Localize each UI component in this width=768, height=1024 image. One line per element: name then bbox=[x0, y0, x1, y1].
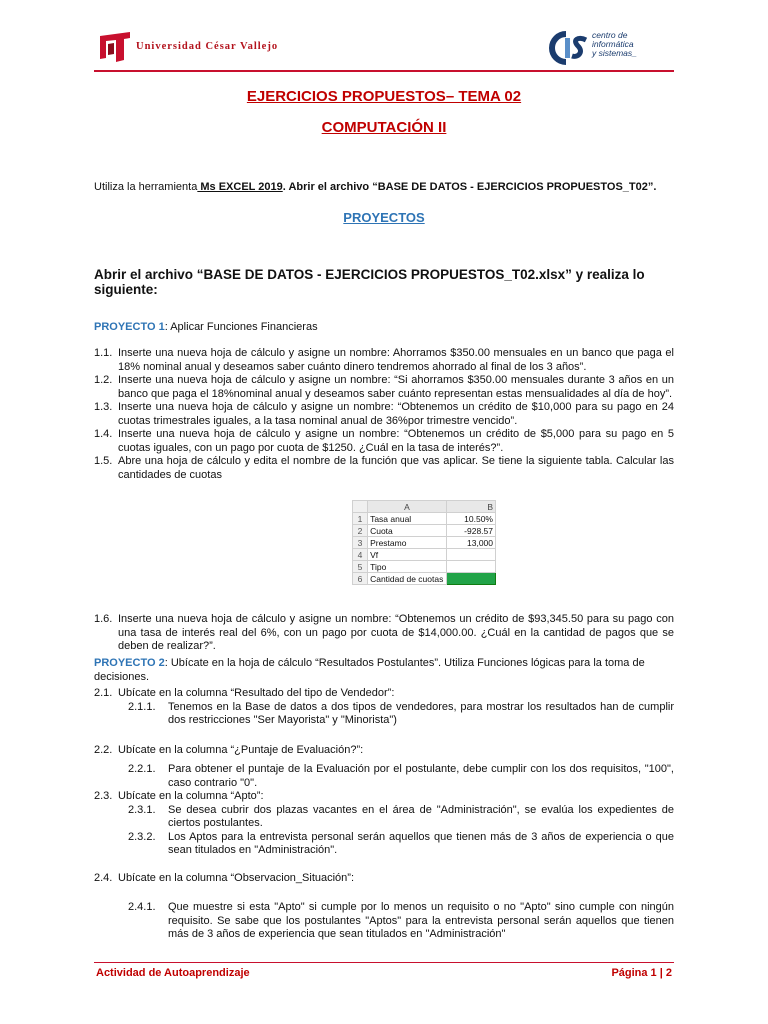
table-row: 3 Prestamo 13,000 bbox=[353, 537, 496, 549]
list-item: 2.3.2. Los Aptos para la entrevista personal serán aquellos que tienen más de 3 años de experiencia o que sean titulados en "Administración". bbox=[128, 830, 674, 856]
list-item: 2.4. Ubícate en la columna “Observacion_Situación”: bbox=[94, 871, 355, 884]
list-item: 2.2. Ubícate en la columna “¿Puntaje de Evaluación?”: bbox=[94, 743, 364, 756]
project-1-list bbox=[94, 347, 674, 482]
footer-activity-label: Actividad de Autoaprendizaje bbox=[96, 967, 250, 979]
list-item: 1.5. Abre una hoja de cálculo y edita el nombre de la función que vas aplicar. Se tiene la siguiente tabla. Calcular las cantidades de cuotas bbox=[94, 455, 674, 481]
cis-mark-icon bbox=[548, 28, 590, 68]
list-item: 2.2.1. Para obtener el puntaje de la Evaluación por el postulante, debe cumplir con los dos requisitos, "100", caso contrario "0". bbox=[128, 763, 674, 789]
cis-text: centro de informática y sistemas_ bbox=[592, 30, 637, 58]
university-name: Universidad César Vallejo bbox=[136, 41, 279, 52]
ucv-logo-icon bbox=[98, 32, 132, 62]
table-row: 1 Tasa anual 10.50% bbox=[353, 513, 496, 525]
course-title: COMPUTACIÓN II bbox=[321, 119, 447, 136]
table-row: 6 Cantidad de cuotas bbox=[353, 573, 496, 585]
table-row: 4 Vf bbox=[353, 549, 496, 561]
instruction-heading: Abrir el archivo “BASE DE DATOS - EJERCICIOS PROPUESTOS_T02.xlsx” y realiza lo siguiente: bbox=[94, 267, 645, 297]
list-item: 1.6. Inserte una nueva hoja de cálculo y asigne un nombre: “Obtenemos un crédito de $93,345.50 para su pago con una tasa de interés real del 6%, con un pago por cuota de $14,000.00. ¿Cuál en la cantidad de pagos que se deben de realizar?”. bbox=[94, 613, 674, 652]
list-item: 2.4.1. Que muestre si esta "Apto" si cumple por lo menos un requisito o no "Apto" sino cumple con ningún requisito. Se sabe que los postulantes "Aptos" para la entrevista personal serán aquellos que tienen más de 3 años de experiencia que sean titulados en "Administración" bbox=[128, 901, 674, 940]
list-item: 2.1. Ubícate en la columna “Resultado del tipo de Vendedor”: bbox=[94, 687, 395, 699]
list-item: 1.1. Inserte una nueva hoja de cálculo y asigne un nombre: Ahorramos $350.00 mensuales en un banco que paga el 18% nominal anual y deseamos saber cuánto dinero tendremos ahorrado al final de los 3 años”. bbox=[94, 347, 674, 373]
excel-table: A B 1 Tasa anual 10.50% 2 Cuota -928.57 3 Prestamo 13,000 4 Vf 5 Tipo 6 Cantidad de cuotas bbox=[352, 500, 496, 585]
intro-paragraph: Utiliza la herramienta Ms EXCEL 2019. Abrir el archivo “BASE DE DATOS - EJERCICIOS PROPUESTOS_T02”. bbox=[94, 181, 657, 193]
project-1-item-6 bbox=[94, 613, 674, 654]
table-row: 2 Cuota -928.57 bbox=[353, 525, 496, 537]
list-item: 2.3. Ubícate en la columna “Apto”: bbox=[94, 790, 264, 802]
project-2-heading: PROYECTO 2: Ubícate en la hoja de cálculo “Resultados Postulantes”. Utiliza Funciones lógicas para la toma de decisiones. bbox=[94, 657, 645, 683]
list-item: 1.3. Inserte una nueva hoja de cálculo y asigne un nombre: “Obtenemos un crédito de $10,000 para su pago en 24 cuotas trimestrales iguales, a la tasa nominal anual de 36%por trimestre vencido”. bbox=[94, 401, 674, 427]
list-item: 2.1.1. Tenemos en la Base de datos a dos tipos de vendedores, para mostrar los resultados han de cumplir dos restricciones "Ser Mayorista" y "Minorista") bbox=[128, 700, 674, 726]
project-1-heading: PROYECTO 1: Aplicar Funciones Financieras bbox=[94, 321, 318, 333]
footer-divider bbox=[94, 962, 674, 963]
excel-table-image bbox=[352, 500, 496, 596]
project-2-list bbox=[94, 687, 674, 942]
list-item: 2.3.1. Se desea cubrir dos plazas vacantes en el área de "Administración", se evalúa los expedientes de ciertos postulantes. bbox=[128, 803, 674, 829]
cis-logo bbox=[548, 28, 674, 68]
tool-name: Ms EXCEL 2019 bbox=[197, 181, 283, 193]
section-heading-proyectos: PROYECTOS bbox=[343, 210, 425, 225]
table-row: 5 Tipo bbox=[353, 561, 496, 573]
list-item: 1.4. Inserte una nueva hoja de cálculo y asigne un nombre: “Obtenemos un crédito de $5,000 para su pago en 5 cuotas iguales, con un pago por cuota de $1250. ¿Cuál en la tasa de interés?”. bbox=[94, 428, 674, 454]
page-header bbox=[94, 24, 674, 70]
list-item: 1.2. Inserte una nueva hoja de cálculo y asigne un nombre: “Si ahorramos $350.00 mensuales durante 3 años en un banco que paga el 18%nominal anual y deseamos saber cuánto representan estas mensualidades al día de hoy”. bbox=[94, 374, 674, 400]
header-divider bbox=[94, 70, 674, 72]
selected-cell bbox=[446, 573, 495, 585]
page-title: EJERCICIOS PROPUESTOS– TEMA 02 bbox=[246, 88, 522, 105]
page-number: Página 1 | 2 bbox=[611, 967, 672, 979]
